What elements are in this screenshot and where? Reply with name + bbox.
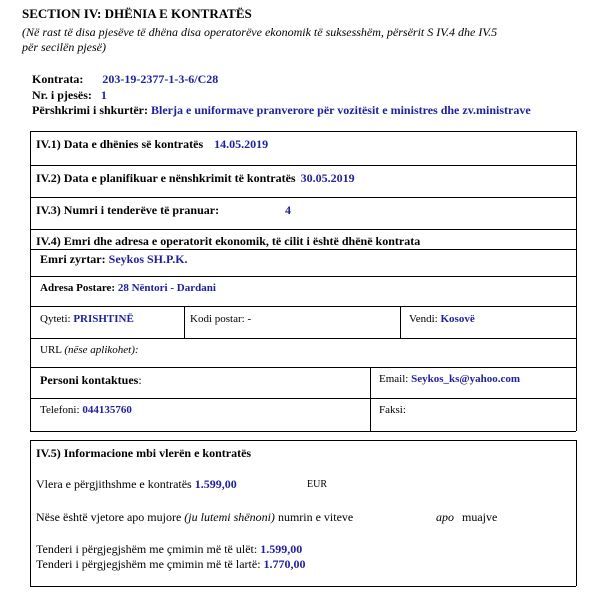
highest-price-label: Tenderi i përgjegjshëm me çmimin më të lartë: bbox=[36, 557, 261, 571]
fax-label: Faksi: bbox=[379, 404, 406, 416]
part-row bbox=[32, 88, 107, 103]
section-title: SECTION IV: DHËNIA E KONTRATËS bbox=[22, 6, 252, 21]
section-note-line2: për secilën pjesë) bbox=[22, 40, 106, 54]
multiyear-row bbox=[36, 510, 353, 525]
lowest-price-label: Tenderi i përgjegjshëm me çmimin më të ulët: bbox=[36, 542, 258, 556]
multiyear-note: (ju lutemi shënoni) bbox=[184, 510, 275, 524]
iv3-count: 4 bbox=[285, 203, 291, 217]
contract-row bbox=[32, 72, 218, 87]
phone-row bbox=[40, 404, 132, 416]
country-value: Kosovë bbox=[440, 313, 475, 325]
country-cell bbox=[409, 313, 475, 325]
multiyear-apo: apo bbox=[436, 510, 454, 524]
iv2-row bbox=[36, 171, 355, 186]
section-note-line1: (Në rast të disa pjesëve të dhëna disa operatorëve ekonomik të suksesshëm, përsërit S IV.4 dhe IV.5 bbox=[22, 25, 498, 39]
official-name-row bbox=[40, 252, 188, 267]
total-value: 1.599,00 bbox=[194, 477, 237, 491]
highest-price-row bbox=[36, 557, 306, 572]
iv4-label: IV.4) Emri dhe adresa e operatorit ekonomik, të cilit i është dhënë kontrata bbox=[36, 234, 421, 248]
description-label: Përshkrimi i shkurtër: bbox=[32, 103, 148, 117]
email-row bbox=[379, 373, 520, 385]
iv1-row bbox=[36, 137, 268, 152]
city-label: Qyteti: bbox=[40, 313, 71, 325]
country-label: Vendi: bbox=[409, 313, 438, 325]
highest-price-value: 1.770,00 bbox=[263, 557, 306, 571]
address-value: 28 Nëntori - Dardani bbox=[117, 282, 216, 294]
postal-cell bbox=[190, 313, 251, 325]
iv1-label: IV.1) Data e dhënies së kontratës bbox=[36, 137, 204, 151]
contact-colon: : bbox=[138, 373, 142, 387]
contract-label: Kontrata: bbox=[32, 72, 84, 86]
iv1-date: 14.05.2019 bbox=[214, 137, 269, 151]
iv5-label: IV.5) Informacione mbi vlerën e kontratës bbox=[36, 446, 252, 460]
currency: EUR bbox=[307, 479, 327, 490]
phone-value: 044135760 bbox=[82, 404, 132, 416]
official-name-label: Emri zyrtar: bbox=[40, 252, 106, 266]
lowest-price-value: 1.599,00 bbox=[260, 542, 303, 556]
official-name-value: Seykos SH.P.K. bbox=[108, 252, 188, 266]
postal-label: Kodi postar: bbox=[190, 313, 245, 325]
url-row bbox=[40, 344, 139, 356]
description-row bbox=[32, 103, 531, 118]
email-value: Seykos_ks@yahoo.com bbox=[411, 373, 521, 385]
phone-label: Telefoni: bbox=[40, 404, 80, 416]
address-row bbox=[40, 282, 216, 294]
city-value: PRISHTINË bbox=[73, 313, 134, 325]
url-label: URL bbox=[40, 344, 62, 356]
description-value: Blerja e uniformave pranverore për vozitësit e ministres dhe zv.ministrave bbox=[151, 103, 531, 117]
lowest-price-row bbox=[36, 542, 302, 557]
contact-row bbox=[40, 373, 142, 388]
iv2-label: IV.2) Data e planifikuar e nënshkrimit të kontratës bbox=[36, 171, 296, 185]
city-cell bbox=[40, 313, 134, 325]
address-label: Adresa Postare: bbox=[40, 282, 116, 294]
multiyear-text2: numrin e viteve bbox=[277, 510, 354, 524]
iv2-date: 30.05.2019 bbox=[300, 171, 355, 185]
iv3-label: IV.3) Numri i tenderëve të pranuar: bbox=[36, 203, 220, 217]
part-number: 1 bbox=[100, 88, 107, 102]
contact-label: Personi kontaktues bbox=[40, 373, 139, 387]
multiyear-text3: muajve bbox=[462, 510, 498, 524]
contract-number: 203-19-2377-1-3-6/C28 bbox=[102, 72, 219, 86]
email-label: Email: bbox=[379, 373, 409, 385]
part-label: Nr. i pjesës: bbox=[32, 88, 92, 102]
multiyear-text1: Nëse është vjetore apo mujore bbox=[36, 510, 182, 524]
total-value-row bbox=[36, 477, 237, 492]
total-value-label: Vlera e përgjithshme e kontratës bbox=[36, 477, 192, 491]
url-note: (nëse aplikohet): bbox=[64, 344, 139, 356]
postal-value: - bbox=[247, 313, 252, 325]
